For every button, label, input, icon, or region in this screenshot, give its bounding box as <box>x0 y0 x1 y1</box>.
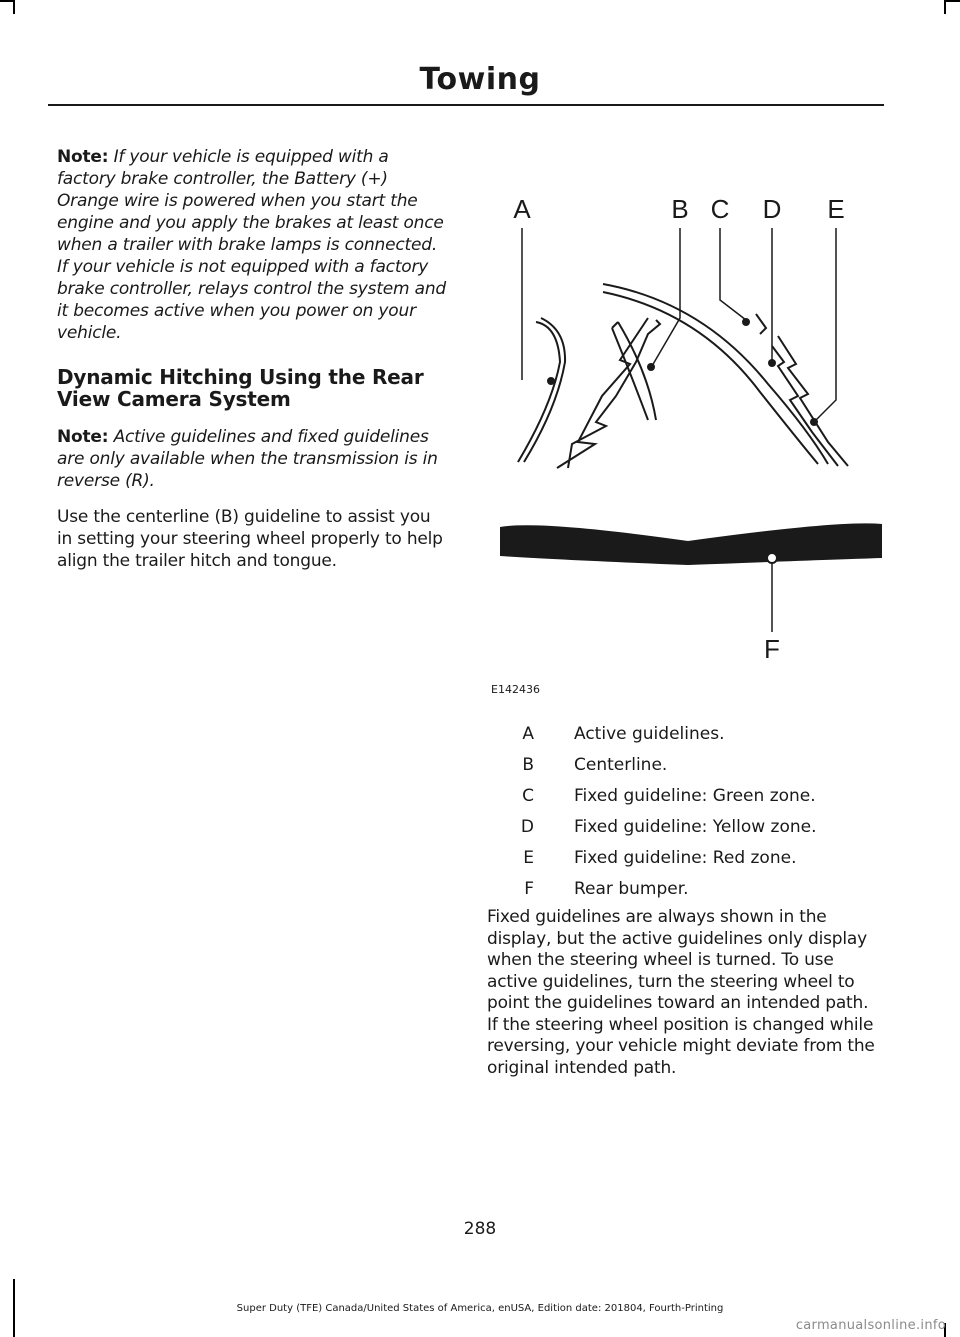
legend-row <box>488 813 888 844</box>
rear-camera-figure <box>488 186 888 706</box>
legend-key: A <box>522 724 534 744</box>
legend-row <box>488 875 888 906</box>
legend-desc: Rear bumper. <box>574 879 689 899</box>
note-text: If your vehicle is equipped with a factory brake controller, the Battery (+) Orange wire is powered when you start the engine and you apply the brakes at least once when a trailer with brake lamps is connected. If your vehicle is not equipped with a factory brake controller, relays control the system and it becomes active when you power on your vehicle. <box>57 147 446 343</box>
note-label: Note: <box>57 147 109 167</box>
legend-desc: Active guidelines. <box>574 724 725 744</box>
legend-key: D <box>520 817 534 837</box>
leader-b <box>652 228 680 366</box>
legend-key: C <box>522 786 534 806</box>
legend-desc: Fixed guideline: Red zone. <box>574 848 797 868</box>
header-divider <box>48 104 884 106</box>
centerline-instruction: Use the centerline (B) guideline to assist you in setting your steering wheel properly to help align the trailer hitch and tongue. <box>57 507 443 571</box>
legend-row <box>488 751 888 782</box>
left-column <box>57 146 449 586</box>
page-number: 288 <box>463 1219 497 1239</box>
figure-id: E142436 <box>491 683 540 696</box>
guidelines-diagram <box>488 186 888 706</box>
legend-key: F <box>524 879 534 899</box>
callout-f: F <box>764 634 780 664</box>
callout-e: E <box>827 194 845 224</box>
leader-c <box>720 228 746 320</box>
fixed-arc-outer <box>603 284 828 464</box>
leader-e <box>814 228 836 422</box>
crop-mark <box>944 0 946 14</box>
note-text: Active guidelines and fixed guidelines are only available when the transmission is in reverse (R). <box>57 427 438 491</box>
callout-d: D <box>762 194 782 224</box>
callout-dot-b <box>647 363 655 371</box>
page-title: Towing <box>419 62 541 97</box>
note-label: Note: <box>57 427 109 447</box>
crop-mark <box>0 0 14 2</box>
callout-dot-a <box>547 377 555 385</box>
callout-dot-f <box>767 553 777 563</box>
crop-mark <box>946 0 960 2</box>
legend-desc: Fixed guideline: Green zone. <box>574 786 816 806</box>
callout-dot-e <box>810 418 818 426</box>
callout-a: A <box>513 194 531 224</box>
callout-b: B <box>671 194 689 224</box>
legend-table <box>488 720 888 906</box>
note-reverse <box>57 426 449 492</box>
crop-mark <box>13 0 15 14</box>
guidelines-explanation: Fixed guidelines are always shown in the display, but the active guidelines only display when the steering wheel is turned. To use active guidelines, turn the steering wheel to point the guidelines toward an intended path. If the steering wheel position is changed while reversing, your vehicle might deviate from the original intended path. <box>487 907 875 1078</box>
legend-desc: Centerline. <box>574 755 668 775</box>
active-guideline-outer <box>518 322 560 462</box>
callout-c: C <box>710 194 730 224</box>
fixed-green-zone <box>756 314 766 334</box>
centerline-right <box>568 320 660 468</box>
section-heading: Dynamic Hitching Using the Rear View Camera System <box>57 365 424 411</box>
centerline-left <box>557 318 648 468</box>
callout-dot-c <box>742 318 750 326</box>
legend-desc: Fixed guideline: Yellow zone. <box>574 817 817 837</box>
watermark: carmanualsonline.info <box>795 1318 946 1333</box>
rear-bumper <box>500 523 882 565</box>
legend-key: E <box>523 848 534 868</box>
footer-text: Super Duty (TFE) Canada/United States of America, enUSA, Edition date: 201804, Fourth-Printing <box>236 1303 724 1314</box>
note-brake-controller <box>57 146 449 344</box>
legend-row <box>488 720 888 751</box>
legend-row <box>488 844 888 875</box>
callout-dot-d <box>768 359 776 367</box>
fixed-red-yellow-zone <box>778 336 848 466</box>
legend-key: B <box>522 755 534 775</box>
legend-row <box>488 782 888 813</box>
